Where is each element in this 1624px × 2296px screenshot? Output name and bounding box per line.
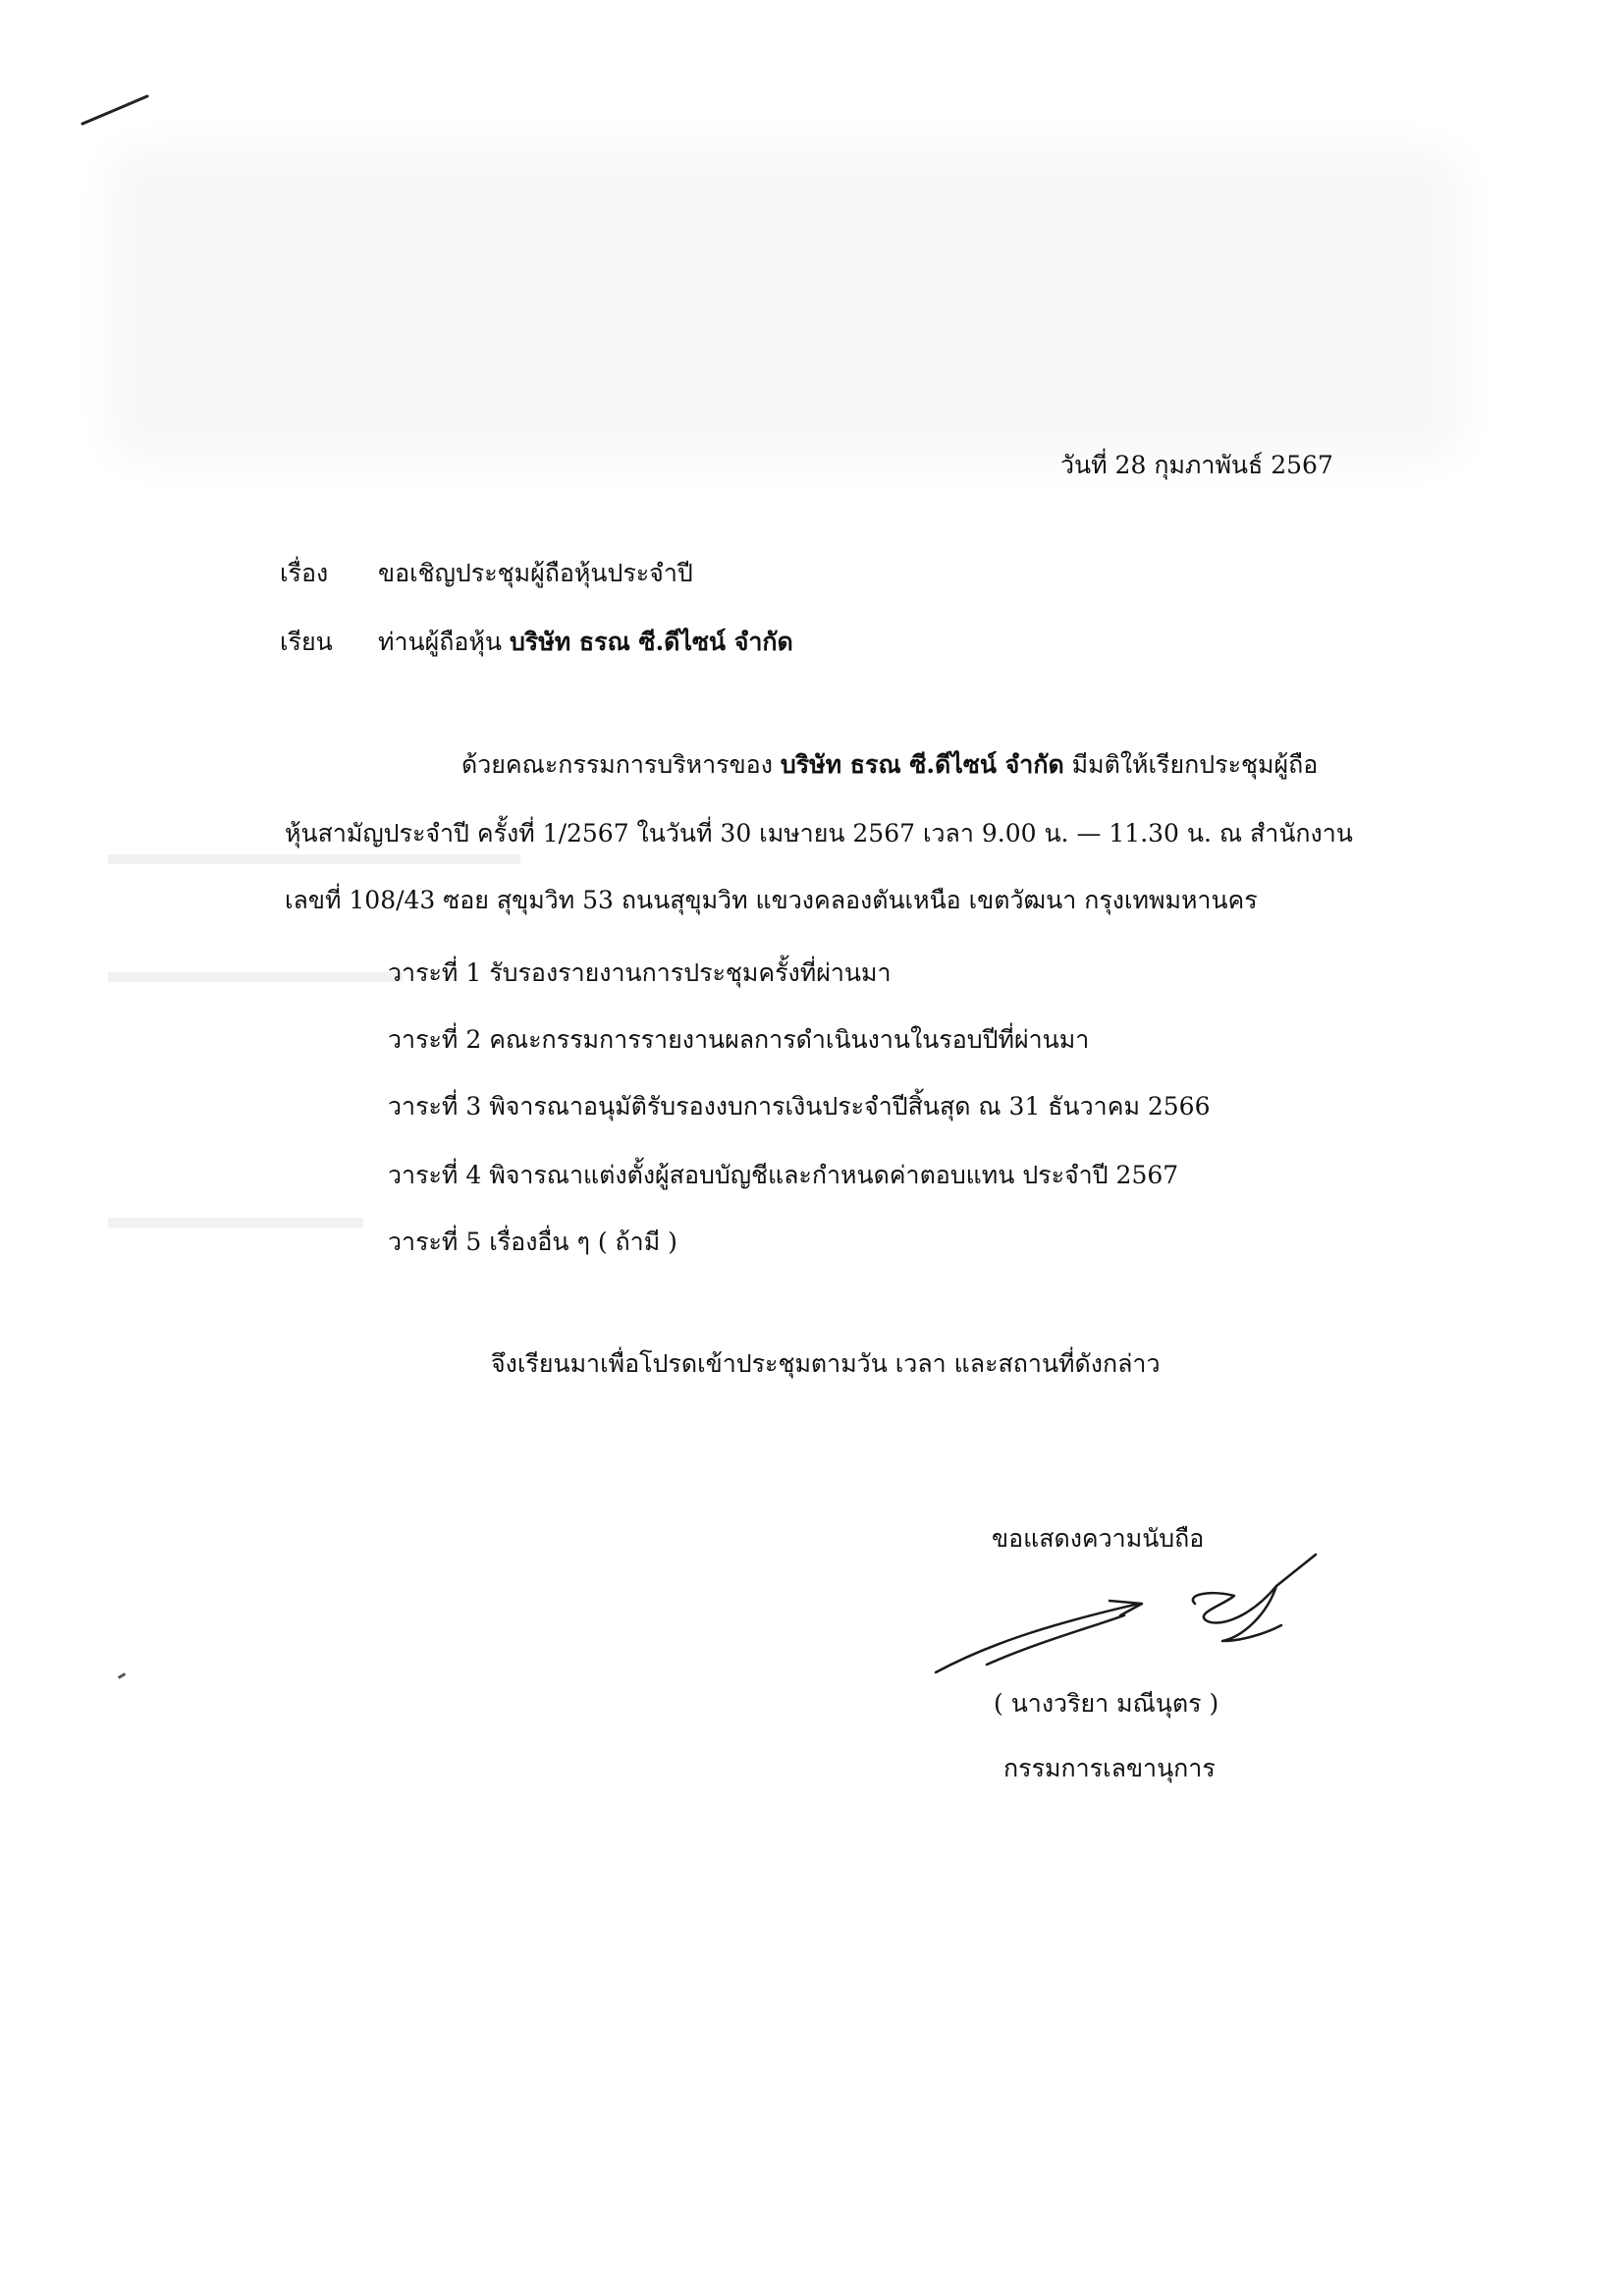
body-line-1-company: บริษัท ธรณ ซี.ดีไซน์ จำกัด: [780, 750, 1064, 779]
closing-line: จึงเรียนมาเพื่อโปรดเข้าประชุมตามวัน เวลา และสถานที่ดังกล่าว: [491, 1349, 1161, 1378]
signer-title: กรรมการเลขานุการ: [1003, 1754, 1216, 1782]
show-through-text: [108, 854, 520, 864]
subject-label: เรื่อง: [280, 559, 329, 587]
subject-text: ขอเชิญประชุมผู้ถือหุ้นประจำปี: [378, 559, 693, 587]
signature-image: [928, 1547, 1360, 1694]
addressee-prefix: ท่านผู้ถือหุ้น: [378, 628, 510, 656]
body-line-3: เลขที่ 108/43 ซอย สุขุมวิท 53 ถนนสุขุมวิท แขวงคลองตันเหนือ เขตวัฒนา กรุงเทพมหานคร: [285, 886, 1258, 914]
addressee-label: เรียน: [280, 628, 333, 656]
signer-name: ( นางวริยา มณีนุตร ): [994, 1689, 1219, 1718]
addressee-company: บริษัท ธรณ ซี.ดีไซน์ จำกัด: [509, 628, 793, 656]
body-line-1: [461, 746, 1318, 784]
show-through-text: [108, 972, 403, 982]
body-line-2: หุ้นสามัญประจำปี ครั้งที่ 1/2567 ในวันที่ 30 เมษายน 2567 เวลา 9.00 น. — 11.30 น. ณ สำนักงาน: [285, 819, 1353, 847]
subject-line: [280, 555, 693, 592]
body-line-1-prefix: ด้วยคณะกรรมการบริหารของ: [461, 750, 781, 779]
letter-date: วันที่ 28 กุมภาพันธ์ 2567: [1060, 451, 1333, 479]
regards-line: ขอแสดงความนับถือ: [992, 1524, 1205, 1553]
body-line-1-suffix: มีมติให้เรียกประชุมผู้ถือ: [1063, 750, 1319, 779]
show-through-text: [108, 1218, 363, 1228]
show-through-watermark: [108, 147, 1463, 462]
agenda-item-4: วาระที่ 4 พิจารณาแต่งตั้งผู้สอบบัญชีและกำหนดค่าตอบแทน ประจำปี 2567: [388, 1161, 1179, 1189]
pen-stroke-mark: [79, 88, 157, 128]
agenda-item-1: วาระที่ 1 รับรองรายงานการประชุมครั้งที่ผ่านมา: [388, 958, 892, 987]
addressee-line: [280, 624, 793, 661]
agenda-item-2: วาระที่ 2 คณะกรรมการรายงานผลการดำเนินงานในรอบปีที่ผ่านมา: [388, 1025, 1090, 1054]
agenda-item-5: วาระที่ 5 เรื่องอื่น ๆ ( ถ้ามี ): [388, 1228, 677, 1256]
agenda-item-3: วาระที่ 3 พิจารณาอนุมัติรับรองงบการเงินประจำปีสิ้นสุด ณ 31 ธันวาคม 2566: [388, 1092, 1211, 1121]
ink-speck: [118, 1672, 126, 1679]
